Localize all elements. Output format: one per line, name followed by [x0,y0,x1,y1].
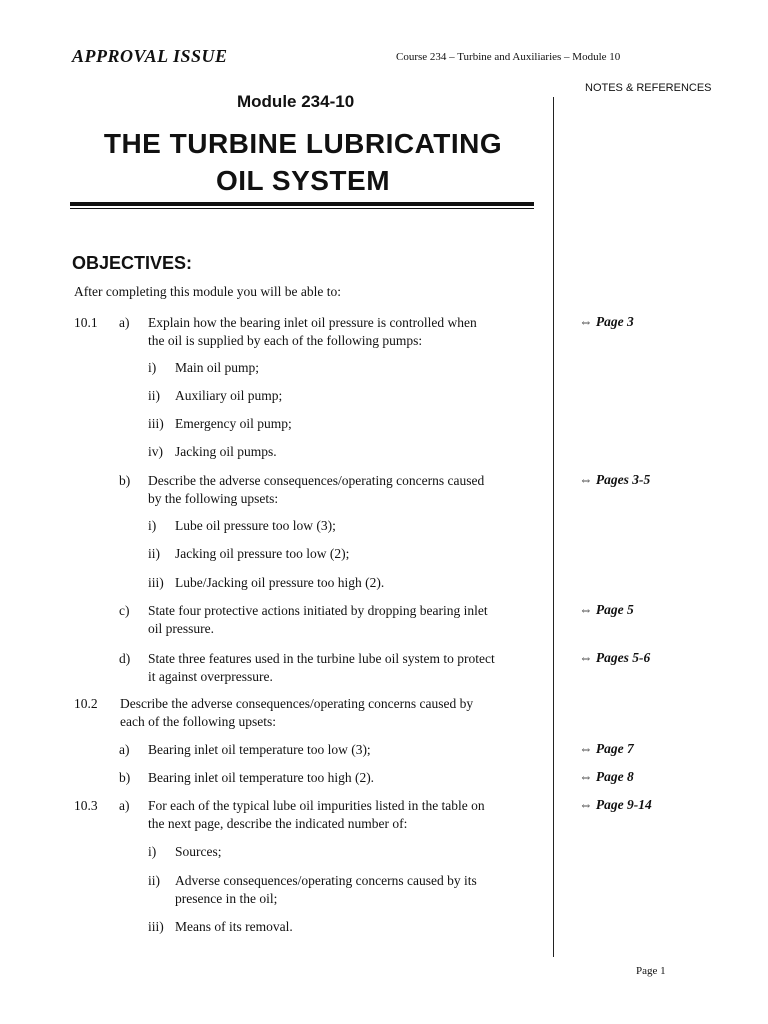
objectives-intro: After completing this module you will be able to: [74,284,341,299]
sub-item-text: Means of its removal. [175,919,293,934]
page-reference: ⇔ Pages 3-5 [579,472,651,487]
page-number: Page 1 [636,965,666,977]
sub-item-text: Jacking oil pressure too low (2); [175,546,350,561]
title-rule-thick [70,202,534,206]
item-label: a) [119,798,130,813]
objective-text: the oil is supplied by each of the following pumps: [148,333,423,348]
objective-text: by the following upsets: [148,491,279,506]
sub-item-label: i) [148,844,157,859]
sub-item-label: i) [148,360,157,375]
item-label: a) [119,742,130,757]
sub-item-label: ii) [148,546,160,561]
approval-issue-label: APPROVAL ISSUE [72,46,228,66]
objective-text: Bearing inlet oil temperature too high (2). [148,770,375,785]
objective-number: 10.1 [74,315,98,330]
sub-item-text: Auxiliary oil pump; [175,388,283,403]
objective-text: For each of the typical lube oil impurities listed in the table on [148,798,485,813]
objective-number: 10.3 [74,798,98,813]
sub-item-label: iii) [148,919,164,934]
sub-item-text: presence in the oil; [175,891,278,906]
sub-item-label: iv) [148,444,163,459]
sub-item-label: iii) [148,416,164,431]
objective-text: State three features used in the turbine lube oil system to protect [148,651,495,666]
margin-divider [553,97,554,957]
sub-item-text: Jacking oil pumps. [175,444,277,459]
sub-item-label: iii) [148,575,164,590]
objective-text: State four protective actions initiated by dropping bearing inlet [148,603,488,618]
page-reference: ⇔ Pages 5-6 [579,650,651,665]
course-header: Course 234 – Turbine and Auxiliaries – Module 10 [396,51,621,63]
module-number: Module 234-10 [237,92,355,111]
objective-text: Bearing inlet oil temperature too low (3); [148,742,371,757]
objective-number: 10.2 [74,696,98,711]
page-title-line-1: THE TURBINE LUBRICATING [103,128,503,159]
objective-text: oil pressure. [148,621,214,636]
objective-text: the next page, describe the indicated number of: [148,816,408,831]
sub-item-label: ii) [148,388,160,403]
page-reference: ⇔ Page 7 [579,741,634,756]
item-label: d) [119,651,131,666]
objective-text: Describe the adverse consequences/operating concerns caused by [120,696,474,711]
page-reference: ⇔ Page 5 [579,602,634,617]
sub-item-text: Sources; [175,844,222,859]
item-label: b) [119,770,131,785]
objective-text: Describe the adverse consequences/operating concerns caused [148,473,485,488]
title-rule-thin [70,208,534,209]
page-reference: ⇔ Page 3 [579,314,634,329]
page-reference: ⇔ Page 9-14 [579,797,652,812]
objective-text: Explain how the bearing inlet oil pressure is controlled when [148,315,477,330]
sub-item-label: i) [148,518,157,533]
page-reference: ⇔ Page 8 [579,769,634,784]
sub-item-text: Emergency oil pump; [175,416,292,431]
objectives-heading: OBJECTIVES: [72,253,193,273]
notes-references-heading: NOTES & REFERENCES [585,82,712,94]
sub-item-label: ii) [148,873,160,888]
sub-item-text: Main oil pump; [175,360,259,375]
item-label: a) [119,315,130,330]
objective-text: each of the following upsets: [120,714,276,729]
sub-item-text: Lube/Jacking oil pressure too high (2). [175,575,385,590]
objective-text: it against overpressure. [148,669,273,684]
item-label: c) [119,603,130,618]
item-label: b) [119,473,131,488]
sub-item-text: Lube oil pressure too low (3); [175,518,336,533]
page-title-line-2: OIL SYSTEM [215,165,391,196]
sub-item-text: Adverse consequences/operating concerns caused by its [175,873,477,888]
